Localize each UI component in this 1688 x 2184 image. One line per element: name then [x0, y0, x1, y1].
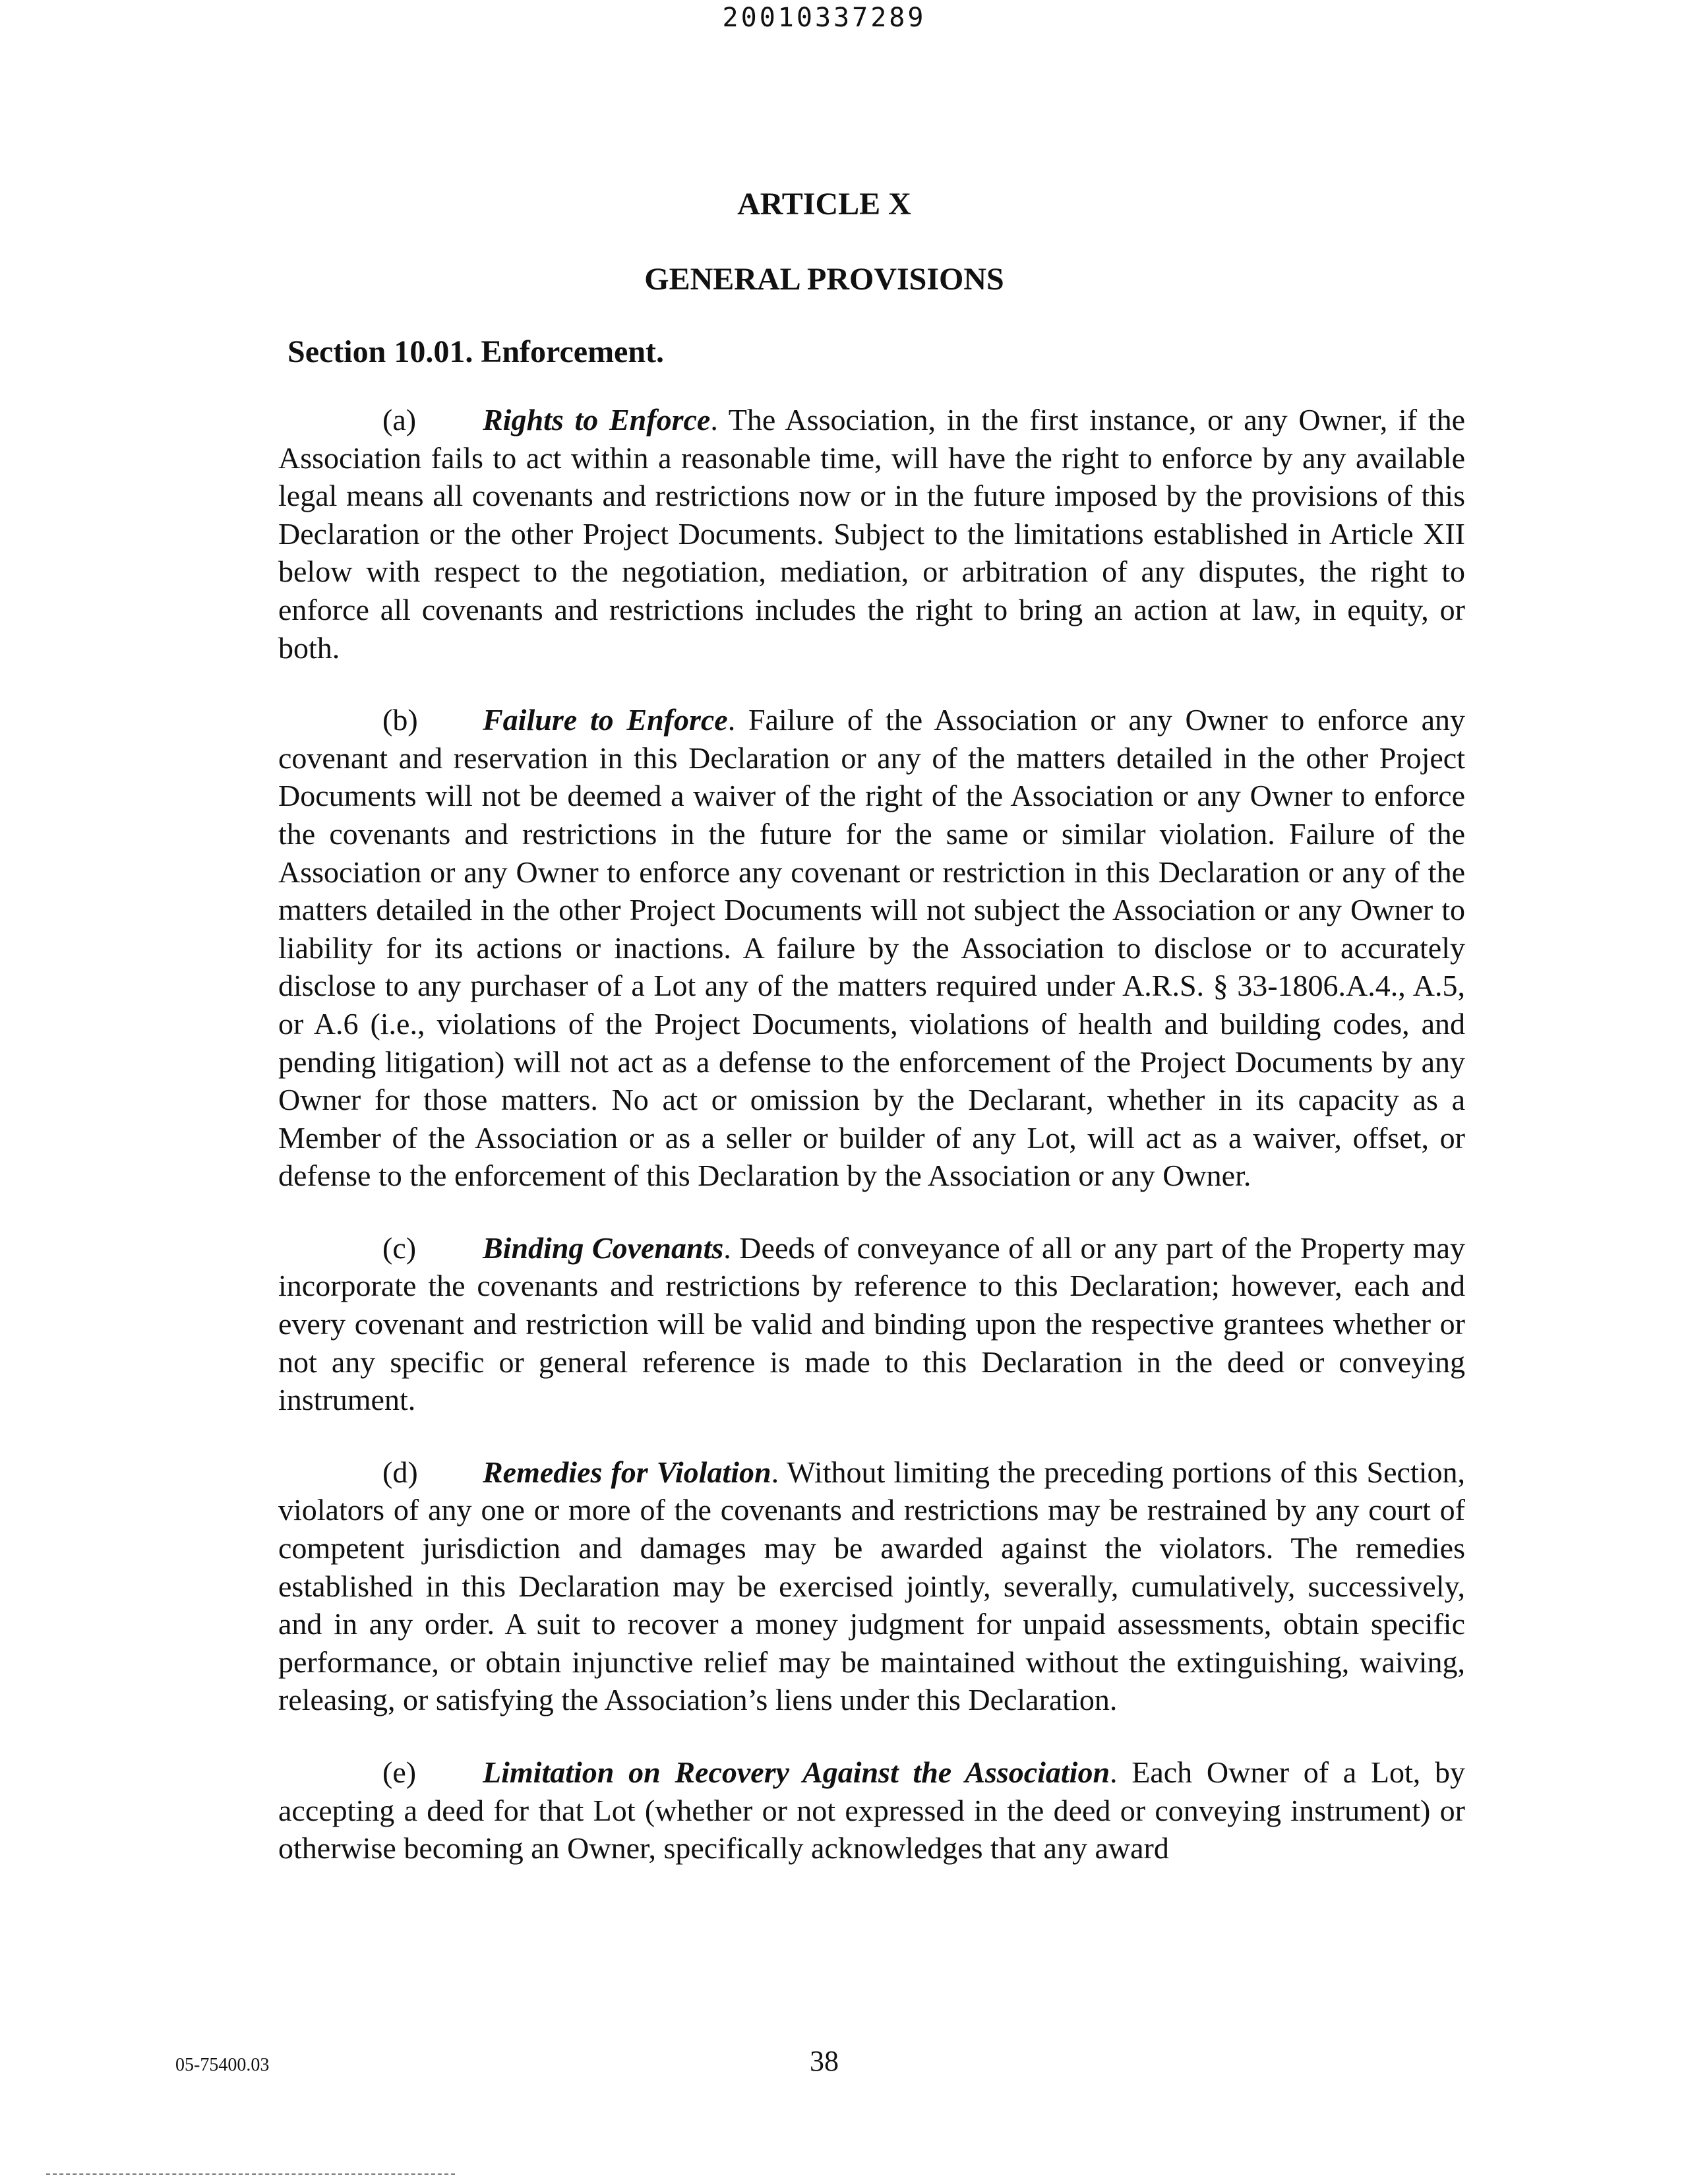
paragraph-text: . Failure of the Association or any Owner to enforce any covenant and reservation in this Declaration or any of the matters detailed in the other Project Documents will not be deemed a waiver of the right of the Association or any Owner to enforce the covenants and restrictions in the future for the same or similar violation. Failure of the Association or any Owner to enforce any covenant or restriction in this Declaration or any of the matters detailed in the other Project Documents will not subject the Association or any Owner to liability for its actions or inactions. A failure by the Association to disclose or to accurately disclose to any purchaser of a Lot any of the matters required under A.R.S. § 33-1806.A.4., A.5, or A.6 (i.e., violations of the Project Documents, violations of health and building codes, and pending litigation) will not act as a defense to the enforcement of the Project Documents by any Owner for those matters. No act or omission by the Declarant, whether in its capacity as a Member of the Association or as a seller or builder of any Lot, will act as a waiver, offset, or defense to the enforcement of this Declaration by the Association or any Owner. [278, 703, 1466, 1193]
section-heading: Section 10.01. Enforcement. [287, 334, 665, 369]
paragraph-label: (d) [382, 1455, 418, 1489]
paragraph-caption: Rights to Enforce [483, 403, 711, 437]
paragraph-text: . The Association, in the first instance, or any Owner, if the Association fails to act within a reasonable time, will have the right to enforce by any available legal means all covenants and restrictions now or in the future imposed by the provisions of this Declaration or the other Project Documents. Subject to the limitations established in Article XII below with respect to the negotiation, mediation, or arbitration of any disputes, the right to enforce all covenants and restrictions includes the right to bring an action at law, in equity, or both. [278, 403, 1466, 665]
paragraph-caption: Failure to Enforce [483, 703, 728, 737]
document-number: 20010337289 [722, 3, 926, 33]
paragraph-text: . Without limiting the preceding portions of this Section, violators of any one or more of the covenants and restrictions may be restrained by any court of competent jurisdiction and damages may be awarded against the violators. The remedies established in this Declaration may be exercised jointly, severally, cumulatively, successively, and in any order. A suit to recover a money judgment for unpaid assessments, obtain specific performance, or obtain injunctive relief may be maintained without the extinguishing, waiving, releasing, or satisfying the Association’s liens under this Declaration. [278, 1455, 1465, 1717]
paragraph-c [278, 1229, 1465, 1419]
paragraph-label: (a) [382, 403, 417, 437]
paragraph-caption: Limitation on Recovery Against the Association [483, 1755, 1110, 1789]
article-subtitle: GENERAL PROVISIONS [644, 262, 1004, 297]
paragraph-text: . Deeds of conveyance of all or any part of the Property may incorporate the covenants and restrictions by reference to this Declaration; however, each and every covenant and restriction will be valid and binding upon the respective grantees whether or not any specific or general reference is made to this Declaration in the deed or conveying instrument. [278, 1230, 1465, 1417]
page-number: 38 [810, 2045, 839, 2077]
paragraph-a [278, 401, 1465, 667]
paragraph-label: (c) [382, 1230, 417, 1265]
scan-divider [46, 2173, 455, 2175]
paragraph-text: . Each Owner of a Lot, by accepting a deed for that Lot (whether or not expressed in the deed or conveying instrument) or otherwise becoming an Owner, specifically acknowledges that any award [278, 1755, 1465, 1866]
paragraph-label: (b) [382, 703, 418, 737]
paragraph-caption: Binding Covenants [483, 1230, 724, 1265]
paragraph-e [278, 1753, 1465, 1867]
paragraph-caption: Remedies for Violation [483, 1455, 771, 1489]
document-body [278, 401, 1465, 1902]
paragraph-d [278, 1453, 1465, 1719]
article-title: ARTICLE X [737, 187, 911, 222]
paragraph-b [278, 701, 1465, 1195]
paragraph-label: (e) [382, 1755, 417, 1789]
footer-document-code: 05-75400.03 [175, 2055, 270, 2075]
